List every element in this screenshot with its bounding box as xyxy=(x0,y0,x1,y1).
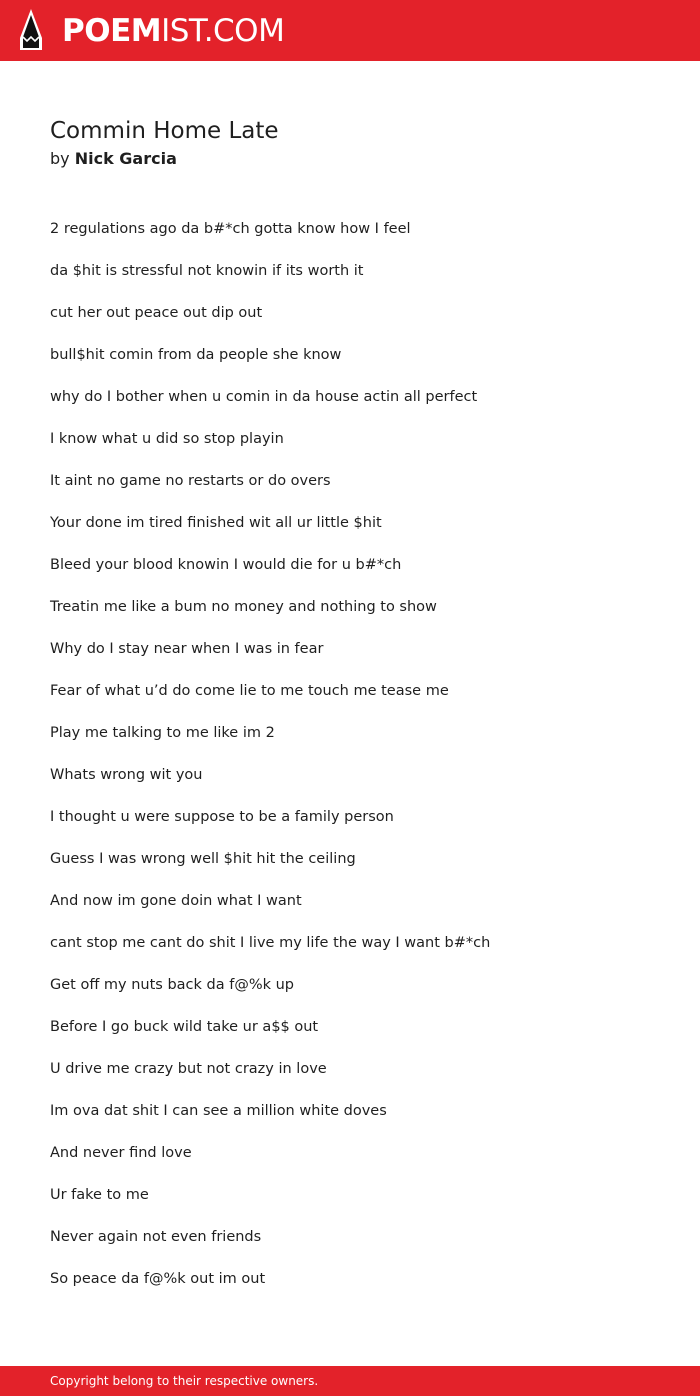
poem-line: cut her out peace out dip out xyxy=(50,305,263,321)
author-name: Nick Garcia xyxy=(74,149,177,168)
poem-line: Play me talking to me like im 2 xyxy=(50,725,275,741)
copyright-text: Copyright belong to their respective owners. xyxy=(50,1374,319,1388)
poem-line: Guess I was wrong well $hit hit the ceiling xyxy=(50,851,356,867)
site-logo[interactable] xyxy=(62,13,284,49)
poem-line: I know what u did so stop playin xyxy=(50,431,284,447)
poem-line: I thought u were suppose to be a family person xyxy=(50,809,394,825)
poem-line: It aint no game no restarts or do overs xyxy=(50,473,331,489)
poem-line: Why do I stay near when I was in fear xyxy=(50,641,324,657)
poem-line: U drive me crazy but not crazy in love xyxy=(50,1061,327,1077)
poem-line: Ur fake to me xyxy=(50,1187,149,1203)
poem-line: bull$hit comin from da people she know xyxy=(50,347,342,363)
poem-line: Before I go buck wild take ur a$$ out xyxy=(50,1019,319,1035)
poem-line: why do I bother when u comin in da house actin all perfect xyxy=(50,389,478,405)
poem-line: cant stop me cant do shit I live my life the way I want b#*ch xyxy=(50,935,491,951)
site-footer xyxy=(0,1366,700,1396)
pen-nib-icon[interactable] xyxy=(16,8,46,52)
poem-line: da $hit is stressful not knowin if its worth it xyxy=(50,263,364,279)
poem-line: Never again not even friends xyxy=(50,1229,262,1245)
logo-text-light: IST.COM xyxy=(161,13,285,49)
poem-body xyxy=(50,219,670,1311)
poem-line: And now im gone doin what I want xyxy=(50,893,302,909)
poem-line: So peace da f@%k out im out xyxy=(50,1271,266,1287)
site-header xyxy=(0,0,700,61)
by-label: by xyxy=(50,149,70,168)
poem-line: Fear of what u’d do come lie to me touch me tease me xyxy=(50,683,449,699)
poem-line: And never find love xyxy=(50,1145,192,1161)
poem-line: Whats wrong wit you xyxy=(50,767,203,783)
poem-line: Get off my nuts back da f@%k up xyxy=(50,977,295,993)
poem-line: Your done im tired finished wit all ur little $hit xyxy=(50,515,382,531)
poem-line: Treatin me like a bum no money and nothing to show xyxy=(50,599,437,615)
logo-text-bold: POEM xyxy=(62,13,162,49)
poem-line: Bleed your blood knowin I would die for u b#*ch xyxy=(50,557,402,573)
poem-title: Commin Home Late xyxy=(50,118,279,144)
poem-line: 2 regulations ago da b#*ch gotta know how I feel xyxy=(50,221,411,237)
byline xyxy=(50,148,177,170)
poem-line: Im ova dat shit I can see a million white doves xyxy=(50,1103,387,1119)
